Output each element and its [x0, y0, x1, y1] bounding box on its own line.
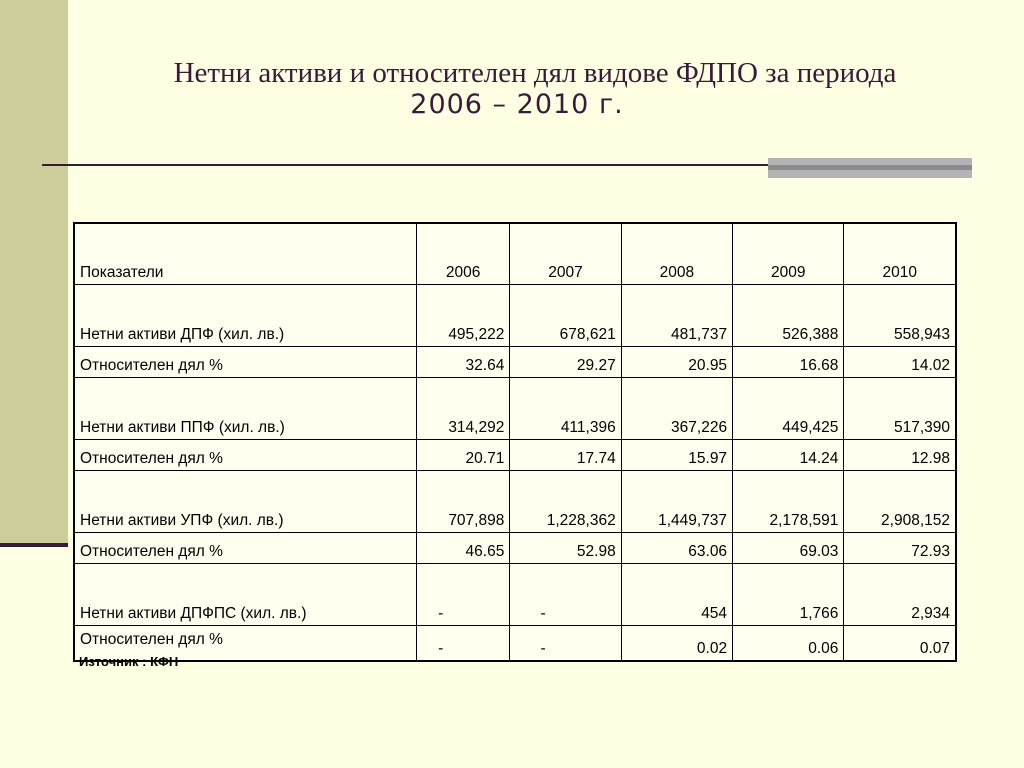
value-cell: 63.06 — [621, 533, 732, 564]
source-note: Източник : КФН — [79, 654, 179, 669]
header-label-cell: Показатели — [74, 223, 417, 285]
table-row — [74, 378, 956, 440]
net-assets-table — [73, 222, 957, 662]
value-cell: 2,908,152 — [844, 471, 956, 533]
title-divider-block — [768, 158, 972, 178]
left-accent-line — [0, 543, 68, 547]
value-cell: 17.74 — [510, 440, 621, 471]
row-label-cell: Относителен дял % — [74, 347, 417, 378]
table-row — [74, 440, 956, 471]
value-cell: 15.97 — [621, 440, 732, 471]
row-label-cell: Нетни активи УПФ (хил. лв.) — [74, 471, 417, 533]
value-cell: 1,449,737 — [621, 471, 732, 533]
value-cell: 517,390 — [844, 378, 956, 440]
value-cell: 0.07 — [844, 626, 956, 662]
value-cell: 1,228,362 — [510, 471, 621, 533]
value-cell: 0.02 — [621, 626, 732, 662]
value-cell: 69.03 — [733, 533, 844, 564]
value-cell: 72.93 — [844, 533, 956, 564]
slide-title-line1: Нетни активи и относителен дял видове ФДПО за периода — [173, 57, 897, 89]
row-label-cell: Нетни активи ДПФ (хил. лв.) — [74, 285, 417, 347]
row-label-cell: Нетни активи ДПФПС (хил. лв.) — [74, 564, 417, 626]
value-cell: 1,766 — [733, 564, 844, 626]
row-label-cell: Относителен дял % — [74, 533, 417, 564]
value-cell: - — [510, 626, 621, 662]
value-cell: 314,292 — [417, 378, 510, 440]
title-divider-line — [42, 164, 772, 166]
value-cell: 367,226 — [621, 378, 732, 440]
value-cell: 0.06 — [733, 626, 844, 662]
value-cell: 12.98 — [844, 440, 956, 471]
value-cell: 20.95 — [621, 347, 732, 378]
value-cell: - — [417, 626, 510, 662]
left-accent-bar — [0, 0, 68, 543]
row-label-cell: Нетни активи ППФ (хил. лв.) — [74, 378, 417, 440]
table-row — [74, 626, 956, 662]
value-cell: 14.02 — [844, 347, 956, 378]
value-cell: 449,425 — [733, 378, 844, 440]
table-row — [74, 285, 956, 347]
value-cell: - — [510, 564, 621, 626]
header-year-cell: 2010 — [844, 223, 956, 285]
value-cell: - — [417, 564, 510, 626]
value-cell: 411,396 — [510, 378, 621, 440]
value-cell: 495,222 — [417, 285, 510, 347]
table-row — [74, 533, 956, 564]
header-year-cell: 2007 — [510, 223, 621, 285]
header-year-cell: 2008 — [621, 223, 732, 285]
value-cell: 32.64 — [417, 347, 510, 378]
slide-title-line2: 2006 – 2010 г. — [410, 89, 624, 120]
table-row — [74, 564, 956, 626]
value-cell: 678,621 — [510, 285, 621, 347]
value-cell: 16.68 — [733, 347, 844, 378]
value-cell: 46.65 — [417, 533, 510, 564]
value-cell: 29.27 — [510, 347, 621, 378]
table-header-row — [74, 223, 956, 285]
value-cell: 558,943 — [844, 285, 956, 347]
value-cell: 526,388 — [733, 285, 844, 347]
slide-title — [70, 56, 1000, 120]
header-year-cell: 2006 — [417, 223, 510, 285]
value-cell: 52.98 — [510, 533, 621, 564]
row-label-cell: Относителен дял % — [74, 626, 417, 662]
value-cell: 20.71 — [417, 440, 510, 471]
value-cell: 454 — [621, 564, 732, 626]
value-cell: 14.24 — [733, 440, 844, 471]
row-label-cell: Относителен дял % — [74, 440, 417, 471]
header-year-cell: 2009 — [733, 223, 844, 285]
value-cell: 2,178,591 — [733, 471, 844, 533]
value-cell: 707,898 — [417, 471, 510, 533]
table-row — [74, 471, 956, 533]
value-cell: 481,737 — [621, 285, 732, 347]
value-cell: 2,934 — [844, 564, 956, 626]
table-row — [74, 347, 956, 378]
